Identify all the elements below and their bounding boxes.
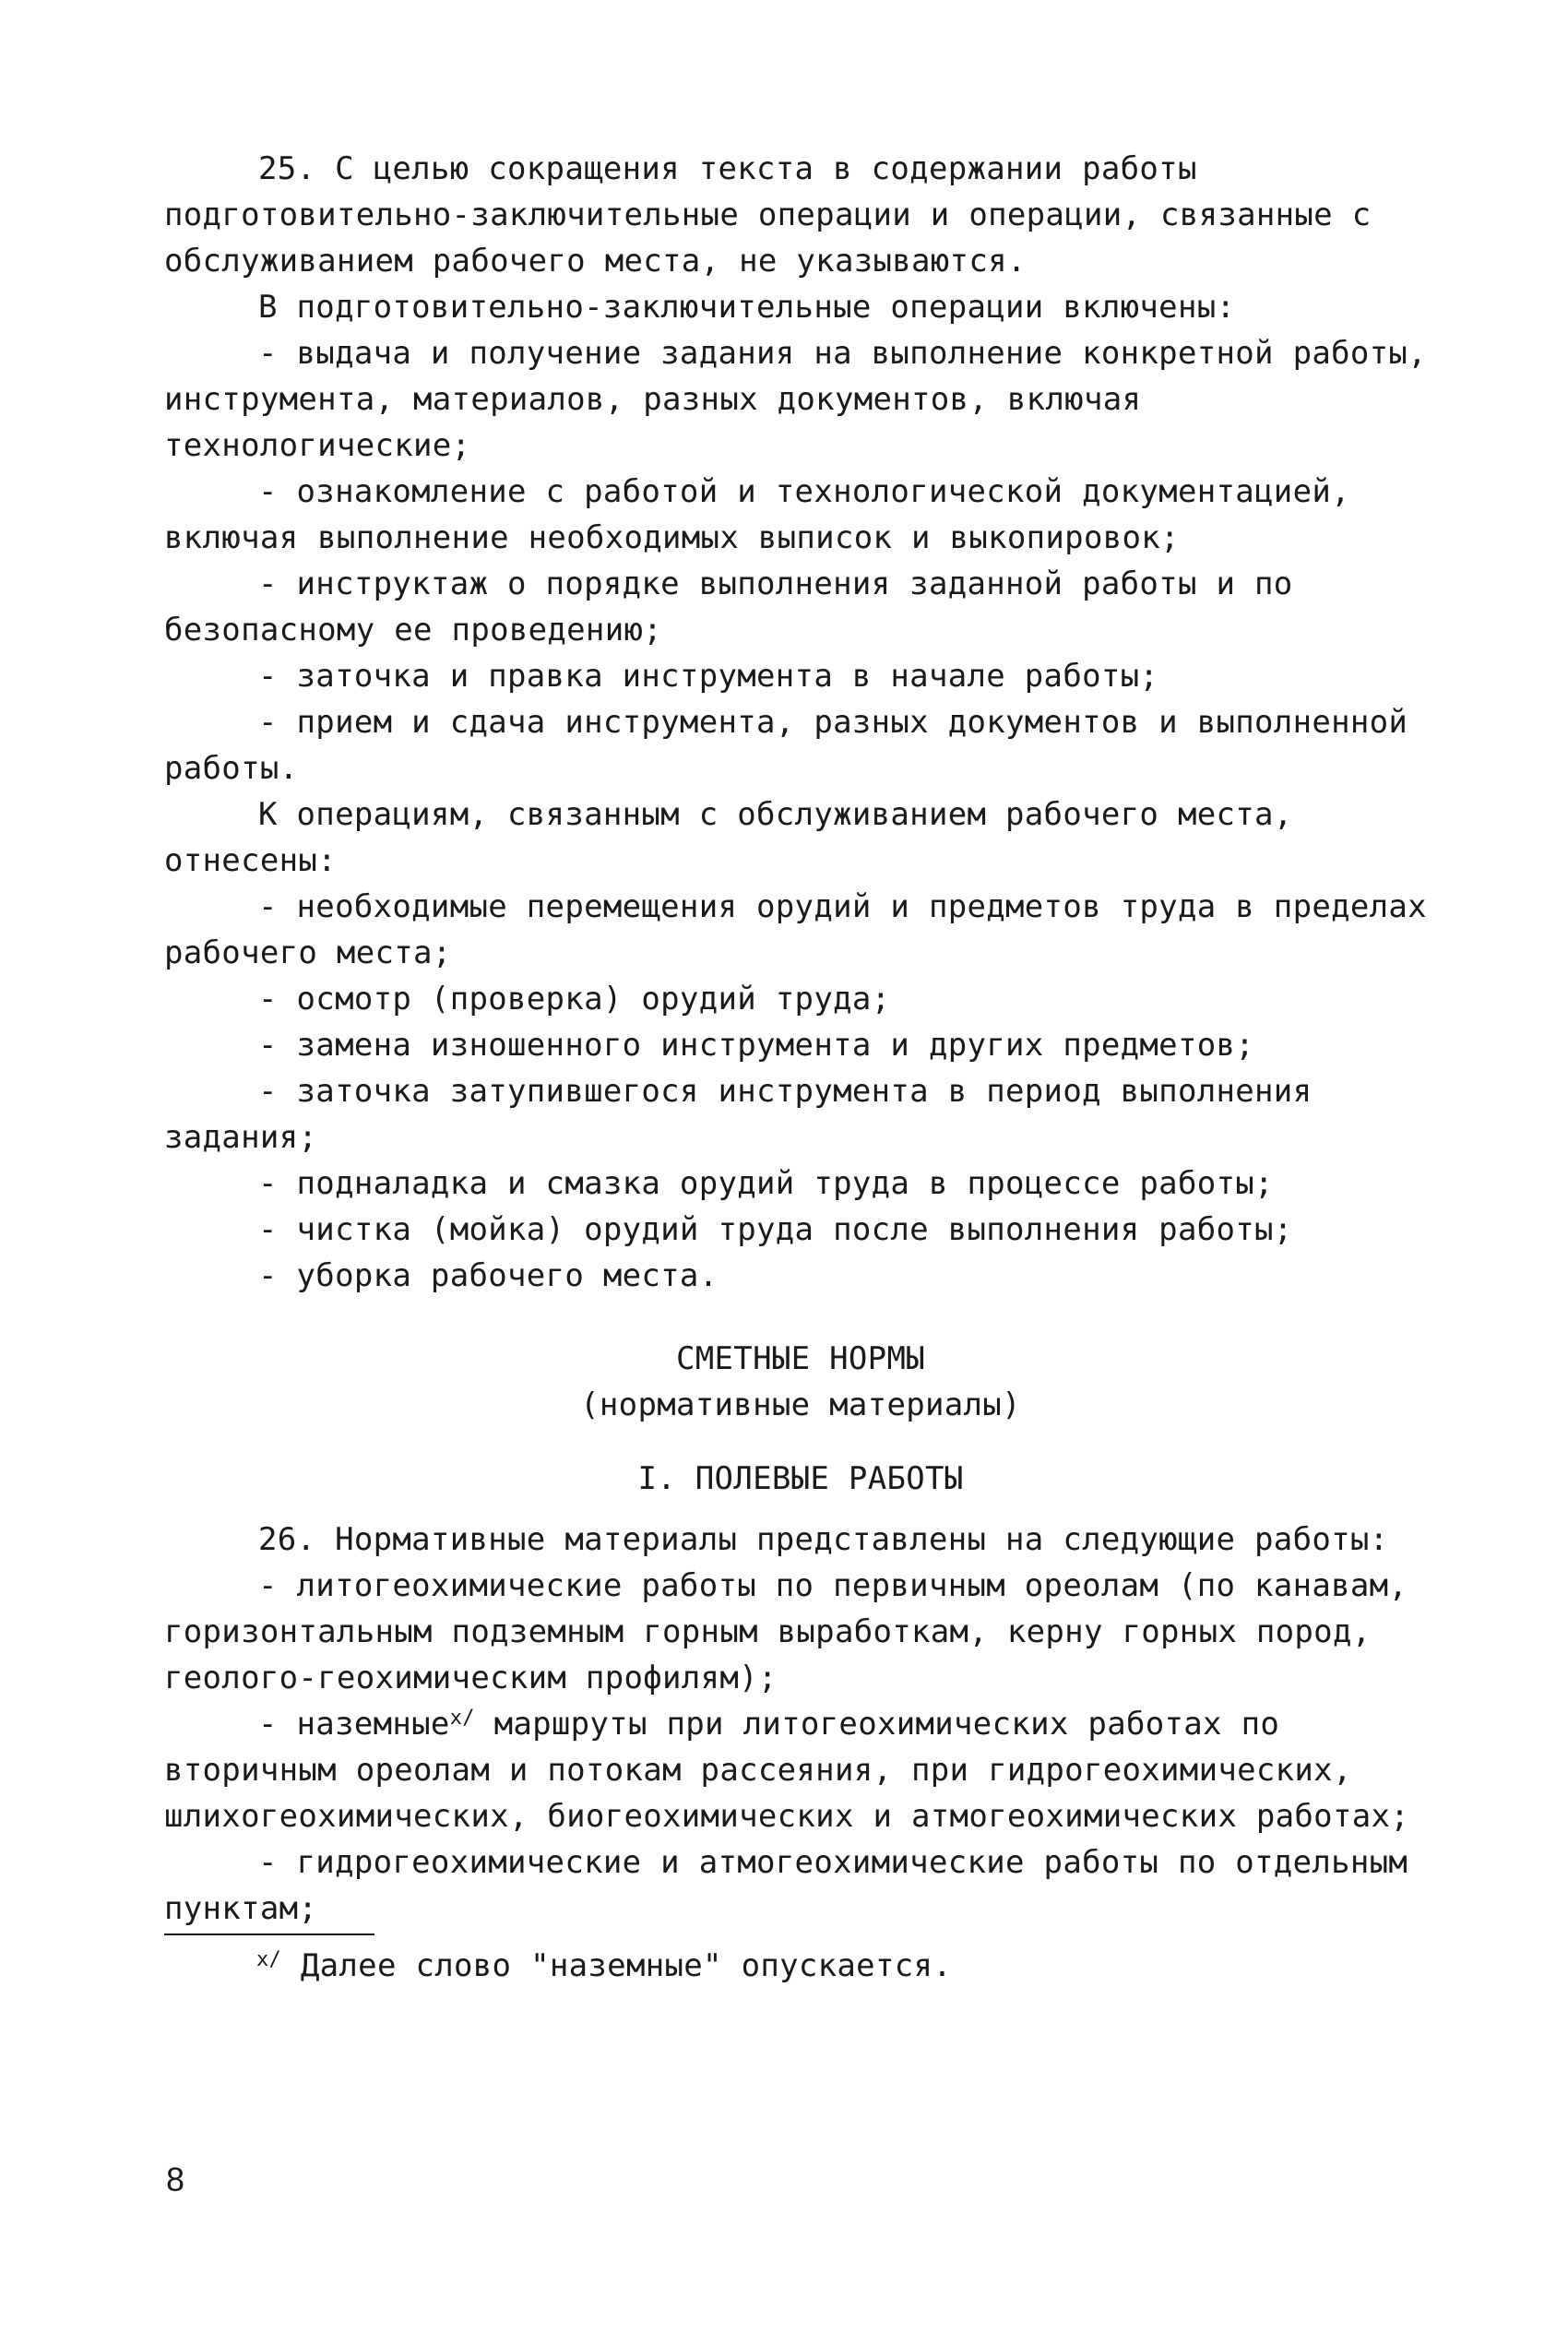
footnote: [164, 1943, 1437, 1989]
list-item: - литогеохимические работы по первичным ореолам (по канавам, горизонтальным подземным горным выработкам, керну горных пород, геолого-геохимическим профилям);: [164, 1567, 1408, 1696]
route-item-before: - наземные: [258, 1706, 450, 1743]
list-item: - заточка и правка инструмента в начале работы;: [258, 658, 1159, 695]
list-item: - уборка рабочего места.: [258, 1257, 719, 1294]
list-item: - инструктаж о порядке выполнения заданной работы и по безопасному ее проведению;: [164, 565, 1293, 648]
list-item: - ознакомление с работой и технологической документацией, включая выполнение необходимых выписок и выкопировок;: [164, 473, 1350, 556]
section-title: СМЕТНЫЕ НОРМЫ: [675, 1340, 925, 1377]
list-item: - гидрогеохимические и атмогеохимические работы по отдельным пунктам;: [164, 1844, 1408, 1927]
footnote-text: Далее слово "наземные" опускается.: [281, 1947, 953, 1984]
footnote-marker: x/: [256, 1948, 282, 1971]
route-item-after: маршруты при литогеохимических работах по вторичным ореолам и потокам рассеяния, при гидрогеохимических, шлихогеохимических, биогеохимических и атмогеохимических работах;: [164, 1706, 1410, 1835]
list-item: - прием и сдача инструмента, разных документов и выполненной работы.: [164, 704, 1408, 787]
list-item: - подналадка и смазка орудий труда в процессе работы;: [258, 1165, 1274, 1202]
list-item: - осмотр (проверка) орудий труда;: [258, 981, 891, 1017]
main-text: [164, 146, 1437, 1989]
chapter-title: I. ПОЛЕВЫЕ РАБОТЫ: [637, 1460, 964, 1497]
paragraph-25: 25. С целью сокращения текста в содержании работы подготовительно-заключительные операции и операции, связанные с обслуживанием рабочего места, не указываются.: [164, 150, 1372, 280]
page-number: 8: [166, 2160, 185, 2198]
list-item-routes: [164, 1701, 1437, 1839]
list-item: - замена изношенного инструмента и других предметов;: [258, 1027, 1255, 1064]
footnote-divider: [164, 1933, 374, 1935]
list-item: - заточка затупившегося инструмента в период выполнения задания;: [164, 1073, 1313, 1156]
list-item: - необходимые перемещения орудий и предметов труда в пределах рабочего места;: [164, 888, 1427, 971]
paragraph-prep-ops: В подготовительно-заключительные операции включены:: [258, 289, 1236, 326]
list-item: - чистка (мойка) орудий труда после выполнения работы;: [258, 1211, 1293, 1248]
paragraph-service-ops: К операциям, связанным с обслуживанием рабочего места, отнесены:: [164, 796, 1293, 879]
paragraph-26: 26. Нормативные материалы представлены на следующие работы:: [258, 1521, 1389, 1558]
list-item: - выдача и получение задания на выполнение конкретной работы, инструмента, материалов, разных документов, включая технологические;: [164, 335, 1427, 464]
section-subtitle: (нормативные материалы): [580, 1386, 1021, 1423]
footnote-marker: x/: [449, 1707, 475, 1730]
